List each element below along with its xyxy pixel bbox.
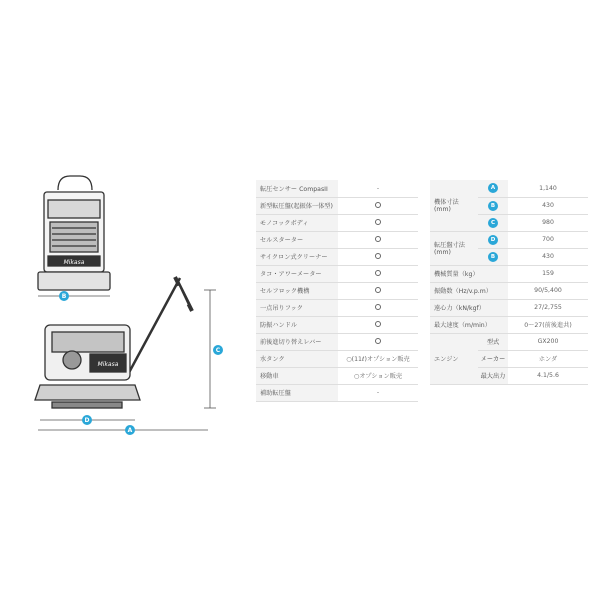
table-row: エンジン 型式 GX200: [430, 333, 588, 350]
feature-value: [338, 299, 418, 316]
feature-label: 移動車: [256, 367, 338, 384]
feature-label: セルフロック機構: [256, 282, 338, 299]
feature-value: [338, 231, 418, 248]
table-row: 振動数（Hz/v.p.m） 90/5,400: [430, 282, 588, 299]
available-circle-icon: [375, 287, 381, 293]
feature-label: 一点吊りフック: [256, 299, 338, 316]
label-b-text: B: [61, 293, 67, 301]
table-row: 機体寸法 (mm) A 1,140: [430, 180, 588, 197]
table-row: [256, 214, 418, 231]
feature-label: 転圧センサー CompasII: [256, 180, 338, 197]
table-row: B 430: [430, 197, 588, 214]
table-row: 最大速度（m/min） 0〜27(前後進共): [430, 316, 588, 333]
compactor-diagram: [30, 160, 250, 440]
table-row: [256, 282, 418, 299]
feature-value: [338, 248, 418, 265]
feature-value: [338, 214, 418, 231]
feature-value: [338, 282, 418, 299]
table-row: [256, 367, 418, 384]
engine-label: エンジン: [430, 333, 478, 384]
table-row: [256, 350, 418, 367]
available-circle-icon: [375, 304, 381, 310]
feature-value: [338, 265, 418, 282]
feature-value: -: [338, 180, 418, 197]
brand-logo-side: Mikasa: [97, 361, 119, 368]
available-circle-icon: [375, 321, 381, 327]
feature-value: -: [338, 384, 418, 401]
available-circle-icon: [375, 219, 381, 225]
table-row: [256, 333, 418, 350]
table-row: 最大出力 4.1/5.6: [430, 367, 588, 384]
plate-dim-label: 転圧盤寸法 (mm): [430, 231, 478, 265]
dim-badge: C: [488, 218, 498, 228]
feature-label: 前後進切り替えレバー: [256, 333, 338, 350]
table-row: [256, 197, 418, 214]
dim-badge: A: [488, 183, 498, 193]
feature-label: タコ・アワーメーター: [256, 265, 338, 282]
specs-table: [430, 180, 588, 385]
feature-label: セルスターター: [256, 231, 338, 248]
side-view: [35, 277, 192, 408]
table-row: C 980: [430, 214, 588, 231]
features-table: [256, 180, 418, 402]
feature-label: 新型転圧盤(起振体一体型): [256, 197, 338, 214]
label-d-text: D: [84, 417, 90, 425]
dim-badge: B: [488, 201, 498, 211]
feature-value: [338, 197, 418, 214]
table-row: [256, 299, 418, 316]
table-row: [256, 180, 418, 197]
feature-label: モノコックボディ: [256, 214, 338, 231]
available-circle-icon: [375, 270, 381, 276]
dim-badge: B: [488, 252, 498, 262]
feature-label: 水タンク: [256, 350, 338, 367]
feature-value: [338, 316, 418, 333]
table-row: 機械質量（kg） 159: [430, 265, 588, 282]
table-row: B 430: [430, 248, 588, 265]
brand-logo-front: Mikasa: [63, 259, 85, 266]
body-dim-label: 機体寸法 (mm): [430, 180, 478, 231]
table-row: [256, 265, 418, 282]
available-circle-icon: [375, 236, 381, 242]
table-row: メーカー ホンダ: [430, 350, 588, 367]
feature-label: 補助転圧盤: [256, 384, 338, 401]
table-row: [256, 248, 418, 265]
table-row: 遠心力（kN/kgf） 27/2,755: [430, 299, 588, 316]
feature-value: ○(11ℓ)オプション販売: [338, 350, 418, 367]
label-a-text: A: [127, 427, 133, 435]
dim-badge: D: [488, 235, 498, 245]
feature-label: サイクロン式クリーナー: [256, 248, 338, 265]
table-row: [256, 316, 418, 333]
available-circle-icon: [375, 338, 381, 344]
front-view: [38, 176, 110, 290]
label-c-text: C: [215, 347, 221, 355]
table-row: [256, 231, 418, 248]
available-circle-icon: [375, 202, 381, 208]
feature-value: [338, 333, 418, 350]
feature-label: 防振ハンドル: [256, 316, 338, 333]
table-row: 転圧盤寸法 (mm) D 700: [430, 231, 588, 248]
table-row: [256, 384, 418, 401]
feature-value: ○オプション販売: [338, 367, 418, 384]
available-circle-icon: [375, 253, 381, 259]
